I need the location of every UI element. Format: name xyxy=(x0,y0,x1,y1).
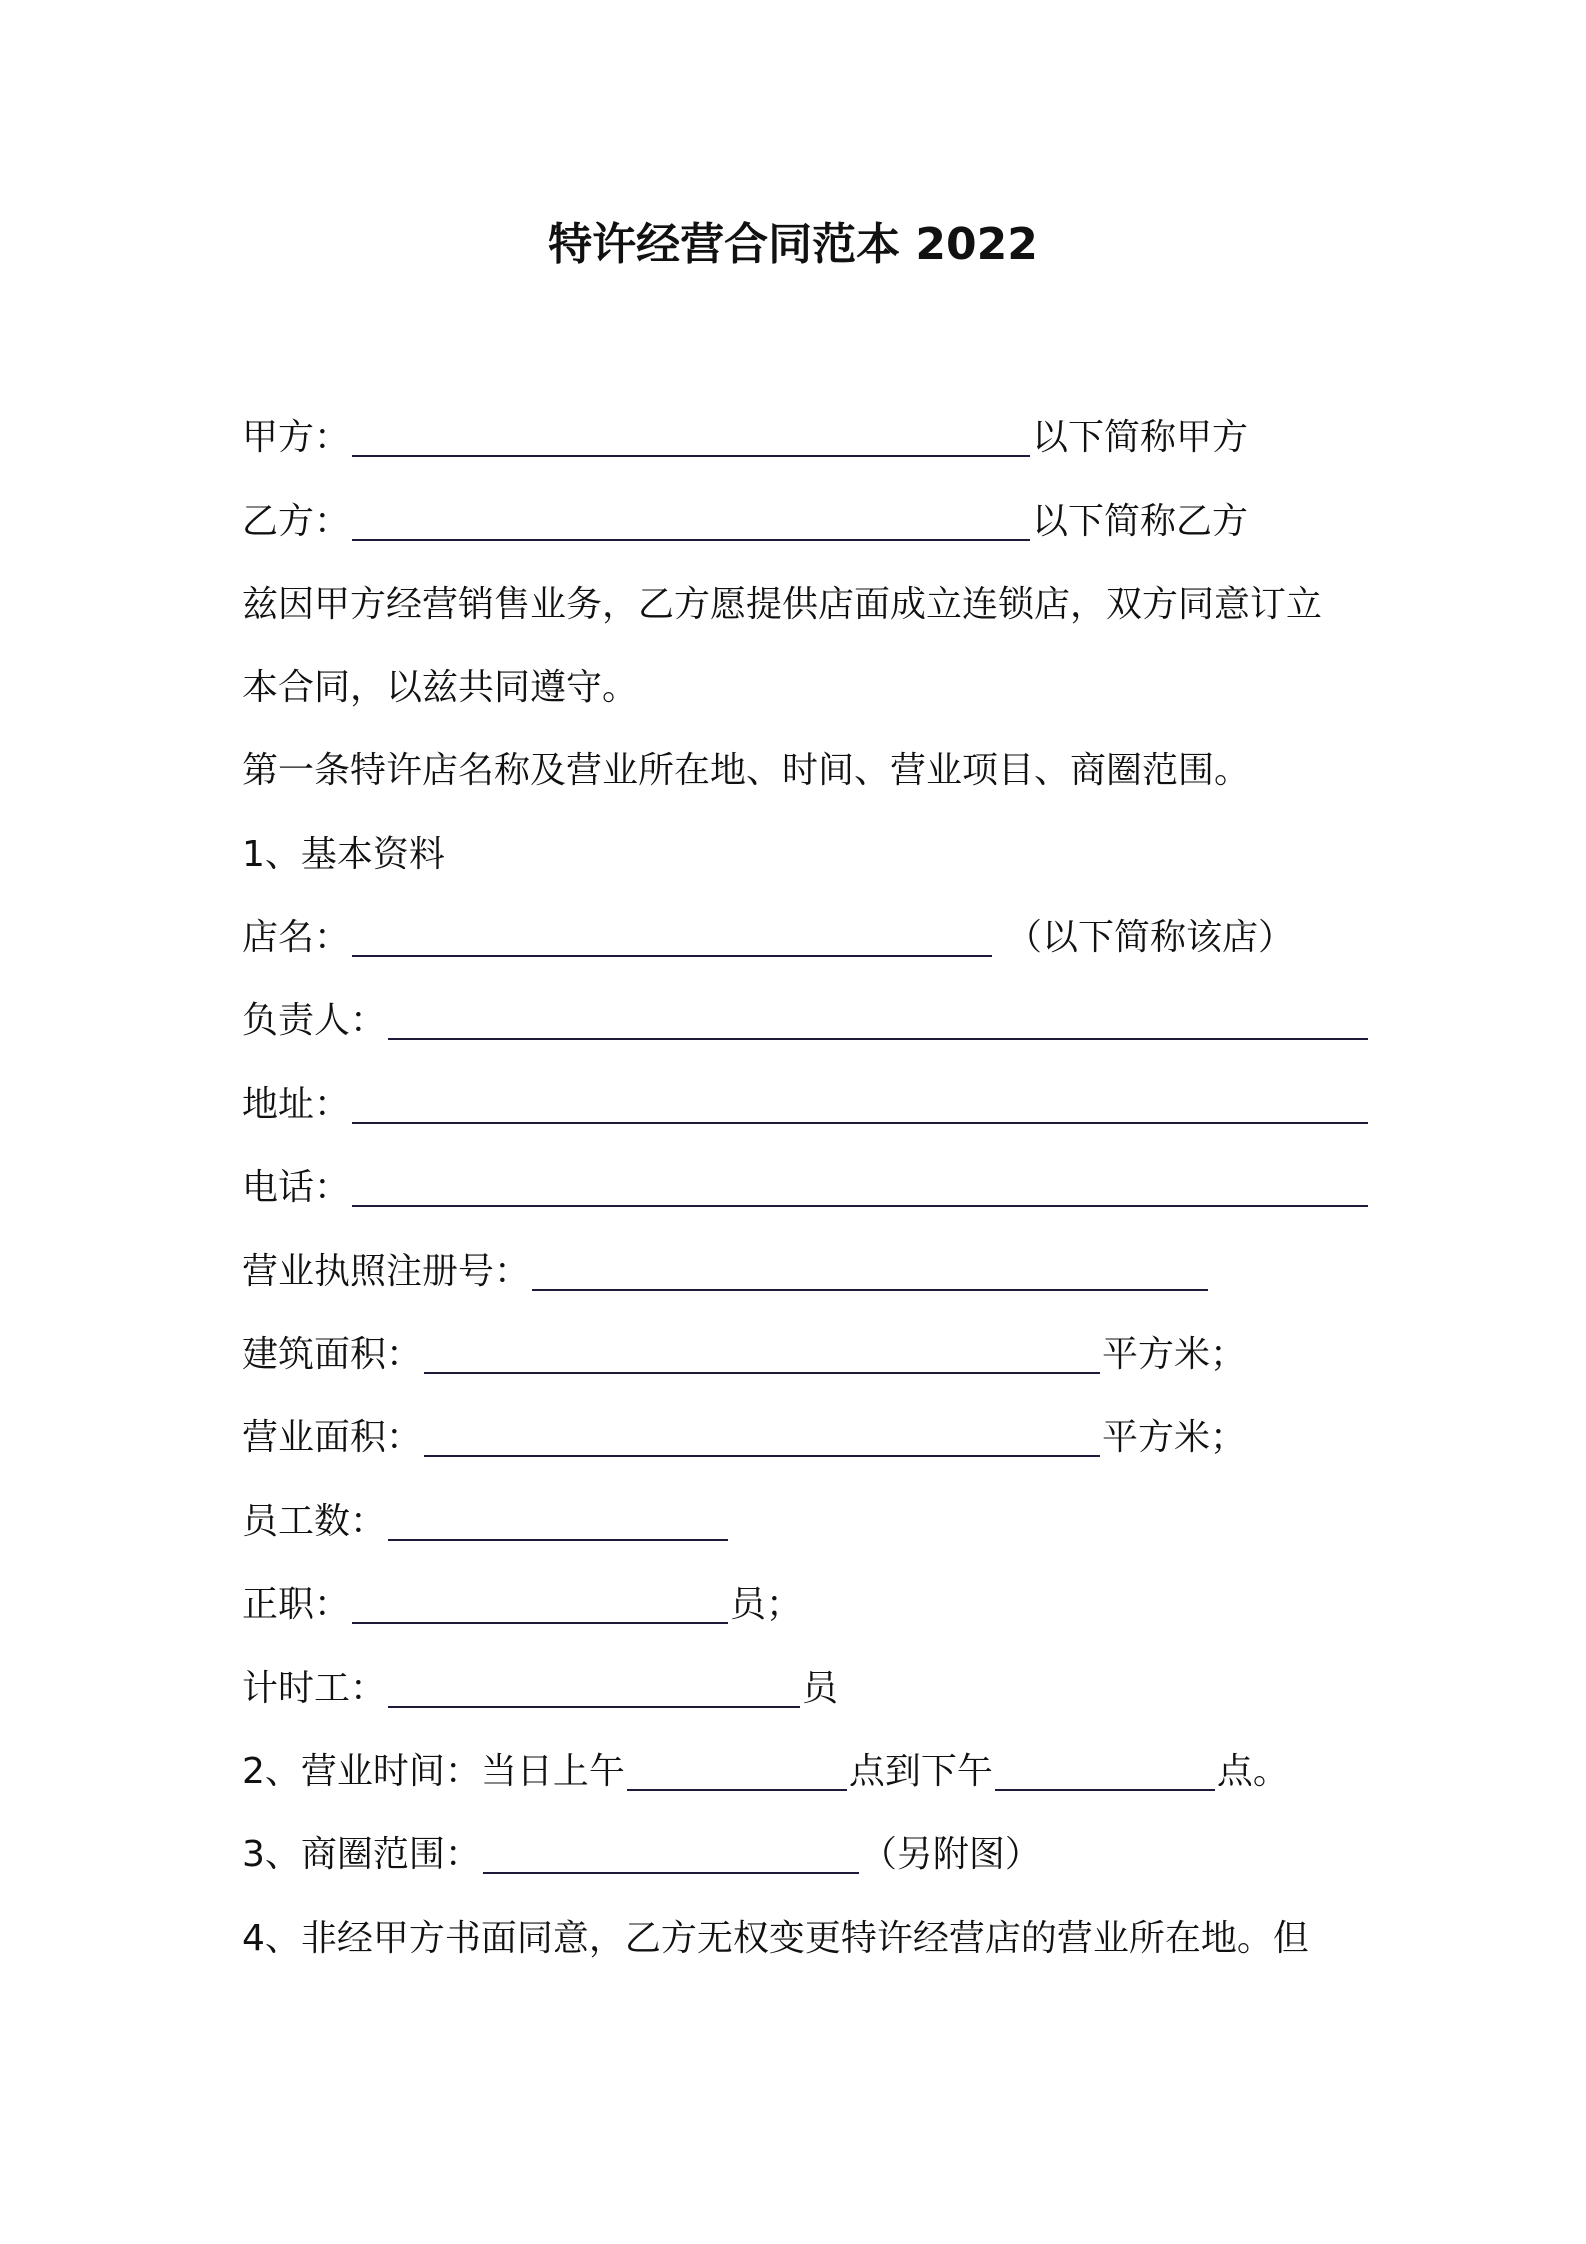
license-label: 营业执照注册号： xyxy=(242,1251,531,1292)
fulltime-label: 正职： xyxy=(242,1584,351,1625)
store-name-suffix: （以下简称该店） xyxy=(1006,917,1295,958)
hours-row xyxy=(242,1747,1289,1797)
hourly-field[interactable] xyxy=(388,1666,800,1708)
intro-line-2: 本合同，以兹共同遵守。 xyxy=(242,667,639,708)
business-area-field[interactable] xyxy=(424,1415,1100,1457)
building-area-row xyxy=(242,1330,1246,1380)
party-a-label: 甲方： xyxy=(242,417,351,458)
party-b-label: 乙方： xyxy=(242,501,351,542)
business-area-suffix: 平方米； xyxy=(1102,1417,1247,1458)
hours-mid: 点到下午 xyxy=(848,1751,993,1792)
hours-label: 2、营业时间：当日上午 xyxy=(242,1751,625,1792)
building-area-field[interactable] xyxy=(424,1332,1100,1374)
hourly-label: 计时工： xyxy=(242,1668,387,1709)
fulltime-suffix: 员； xyxy=(730,1584,803,1625)
hours-start-field[interactable] xyxy=(627,1749,847,1791)
party-a-row xyxy=(242,413,1248,463)
party-a-suffix: 以下简称甲方 xyxy=(1032,417,1249,458)
store-name-label: 店名： xyxy=(242,917,351,958)
business-area-row xyxy=(242,1413,1246,1463)
page-title: 特许经营合同范本 2022 xyxy=(548,219,1038,270)
license-row xyxy=(242,1247,1210,1297)
phone-row xyxy=(242,1163,1370,1213)
building-area-suffix: 平方米； xyxy=(1102,1334,1247,1375)
hourly-row xyxy=(242,1664,838,1714)
address-label: 地址： xyxy=(242,1084,351,1125)
staff-count-label: 员工数： xyxy=(242,1501,387,1542)
section-1-heading: 1、基本资料 xyxy=(242,834,445,875)
staff-count-row xyxy=(242,1497,730,1547)
manager-row xyxy=(242,996,1370,1046)
hours-suffix: 点。 xyxy=(1216,1751,1289,1792)
manager-label: 负责人： xyxy=(242,1000,387,1041)
business-area-label: 营业面积： xyxy=(242,1417,423,1458)
intro-line-1: 兹因甲方经营销售业务，乙方愿提供店面成立连锁店，双方同意订立 xyxy=(242,584,1323,625)
phone-label: 电话： xyxy=(242,1167,351,1208)
address-field[interactable] xyxy=(352,1082,1368,1124)
party-b-row xyxy=(242,497,1248,547)
clause-4: 4、非经甲方书面同意，乙方无权变更特许经营店的营业所在地。但 xyxy=(242,1918,1309,1959)
party-b-suffix: 以下简称乙方 xyxy=(1032,501,1249,542)
hours-end-field[interactable] xyxy=(995,1749,1215,1791)
address-row xyxy=(242,1080,1370,1130)
phone-field[interactable] xyxy=(352,1165,1368,1207)
hourly-suffix: 员 xyxy=(802,1668,839,1709)
zone-row xyxy=(242,1830,1041,1880)
fulltime-row xyxy=(242,1580,802,1630)
store-name-field[interactable] xyxy=(352,915,992,957)
article-1-heading: 第一条特许店名称及营业所在地、时间、营业项目、商圈范围。 xyxy=(242,750,1251,791)
party-a-field[interactable] xyxy=(352,415,1030,457)
building-area-label: 建筑面积： xyxy=(242,1334,423,1375)
fulltime-field[interactable] xyxy=(352,1582,728,1624)
store-name-row xyxy=(242,913,1294,963)
license-field[interactable] xyxy=(532,1249,1208,1291)
party-b-field[interactable] xyxy=(352,499,1030,541)
zone-label: 3、商圈范围： xyxy=(242,1834,481,1875)
staff-count-field[interactable] xyxy=(388,1499,728,1541)
zone-field[interactable] xyxy=(483,1832,859,1874)
zone-suffix: （另附图） xyxy=(860,1834,1041,1875)
manager-field[interactable] xyxy=(388,998,1368,1040)
